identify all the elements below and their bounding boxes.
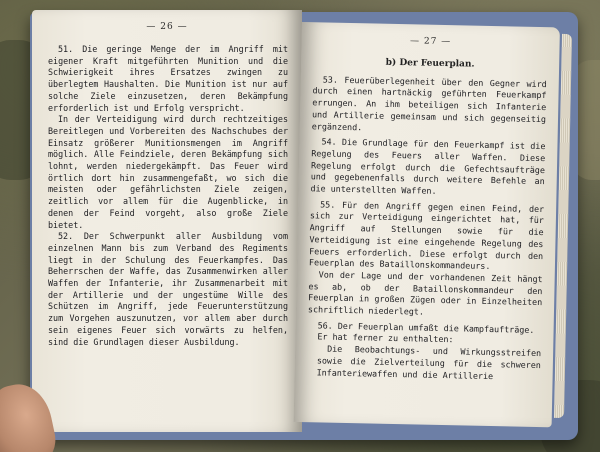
paragraph: 53. Feuerüberlegenheit über den Gegner wird durch einen hartnäckig geführten Feuerkampf errungen. An ihm beteiligen sich Infanterie und Artillerie gemeinsam und sich gegenseitig ergänzend. <box>311 74 547 132</box>
paragraph: 54. Die Grundlage für den Feuerkampf ist die Regelung des Feuers aller Waffen. Diese Regelung erfolgt durch die Gefechtsaufträge und gegebenenfalls durch weitere Befehle an die unterstellten Waffen. <box>310 136 546 196</box>
paragraph: 56. Der Feuerplan umfaßt die Kampfaufträge. <box>317 320 535 335</box>
paragraph: Er hat ferner zu enthalten: <box>317 331 454 345</box>
paragraph: Von der Lage und der vorhandenen Zeit hängt es ab, ob der Bataillonskommandeur den Feuerplan in großen Zügen oder in Einzelheiten schriftlich niederlegt. <box>307 269 543 317</box>
paragraph: In der Verteidigung wird durch rechtzeitiges Bereitlegen und Vorbereiten des Nachschubes der Einsatz größerer Munitionsmengen im Angriff möglich. Alle Feindziele, deren Bekämpfung sich lohnt, werden niedergekämpft. Das Feuer wird örtlich dort hin zusammengefaßt, wo sich die meisten oder gefährlichsten Ziele zeigen, zeitlich vor allem für die Augenblicke, in denen der Feind vorgeht, also große Ziele bietet. <box>48 114 288 230</box>
page-text <box>295 56 560 384</box>
page-number: — 26 — <box>146 22 188 32</box>
right-page <box>294 22 560 427</box>
section-heading: b) Der Feuerplan. <box>385 57 475 70</box>
paragraph: 51. Die geringe Menge der im Angriff mit eigener Kraft mitgeführten Munition und die Schwierigkeit ihres Ersatzes zwingen zu überlegtem Haushalten. Die Munition ist nur auf solche Ziele einzusetzen, deren Bekämpfung erforderlich ist und Erfolg verspricht. <box>48 44 288 113</box>
left-page <box>32 10 302 432</box>
list-item: Die Beobachtungs- und Wirkungsstreifen sowie die Zielverteilung für die schweren Infanteriewaffen und die Artillerie <box>316 343 542 381</box>
open-booklet <box>22 4 582 442</box>
paragraph: 55. Für den Angriff gegen einen Feind, der sich zur Verteidigung eingerichtet hat, für Angriff auf Stellungen sowie für die Verteidigung ist eine eingehende Regelung des Feuers erforderlich. Diese erfolgt durch den Feuerplan des Bataillonskommandeurs. <box>308 199 545 272</box>
page-text <box>32 44 302 348</box>
page-number: — 27 — <box>409 36 452 48</box>
paragraph: 52. Der Schwerpunkt aller Ausbildung vom einzelnen Mann bis zum Verband des Regiments liegt in der Schulung des Feuerkampfes. Das Beherrschen der Waffe, das Zusammenwirken aller Waffen der Infanterie, ihr Zusammenarbeit mit der Artillerie und der ungestüme Wille des Schützen im Angriff, jede Feuerunterstützung zum Vorgehen auszunutzen, vor allem aber durch sein eigenes Feuer sich vorwärts zu helfen, sind die Grundlagen dieser Ausbildung. <box>48 231 288 347</box>
